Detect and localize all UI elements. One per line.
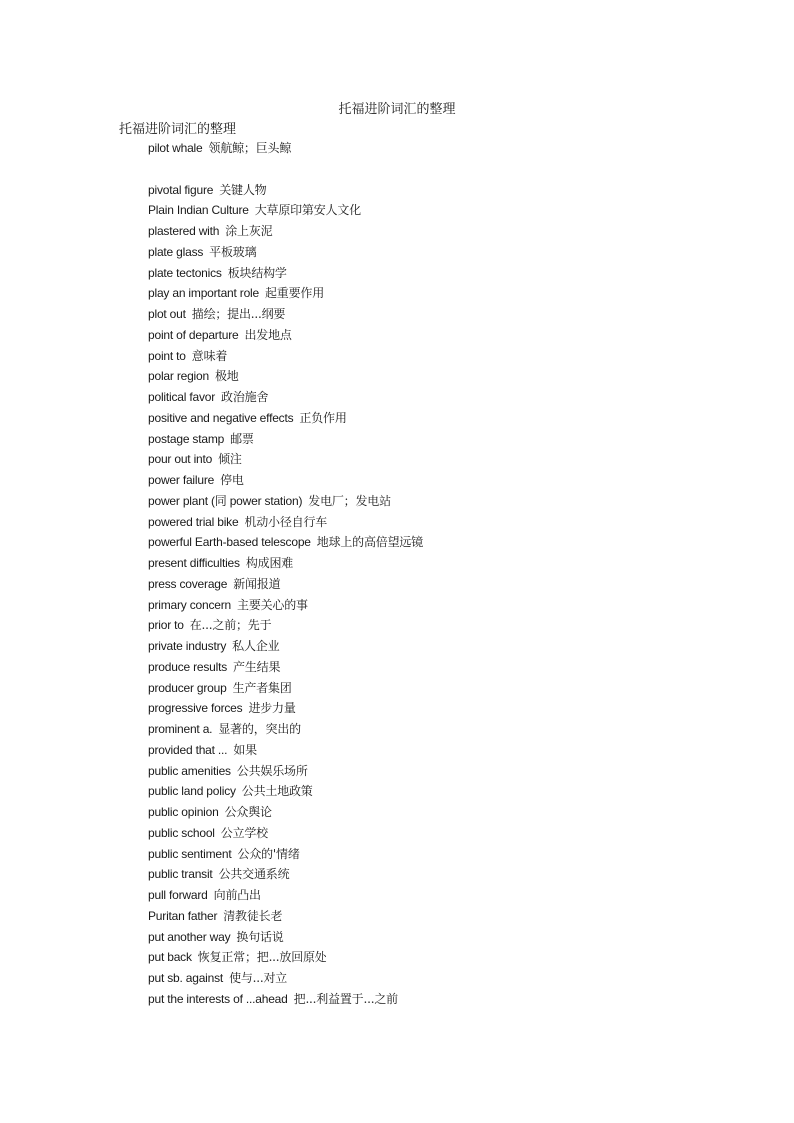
entry-meaning: 换句话说 <box>236 929 284 944</box>
vocabulary-entry <box>148 740 768 761</box>
entry-meaning: 私人企业 <box>232 639 280 653</box>
entry-meaning: 邮票 <box>230 431 254 446</box>
vocabulary-entry <box>148 242 768 263</box>
vocabulary-entry <box>148 429 768 450</box>
entry-term: put back <box>148 950 192 965</box>
entry-term: put sb. against <box>148 971 224 985</box>
entry-term: pull forward <box>148 888 208 902</box>
entry-term: political favor <box>148 390 216 404</box>
vocabulary-entry <box>148 200 768 221</box>
vocabulary-entry <box>148 470 768 491</box>
entry-term: prominent a. <box>148 722 213 736</box>
entry-term: plot out <box>148 307 186 321</box>
entry-term: progressive forces <box>148 701 243 716</box>
vocabulary-entry <box>148 989 768 1010</box>
vocabulary-entry <box>148 802 768 823</box>
entry-term: public school <box>148 825 215 840</box>
entry-term: plastered with <box>148 224 220 238</box>
entry-meaning: 政治施舍 <box>221 390 269 404</box>
entry-meaning: 清教徒长老 <box>223 908 283 923</box>
entry-meaning: 使与...对立 <box>229 971 288 985</box>
vocabulary-entry <box>148 636 768 657</box>
entry-term: provided that ... <box>148 742 228 757</box>
entry-term: public land policy <box>148 784 236 799</box>
entry-meaning: 公众舆论 <box>224 805 272 819</box>
vocabulary-entry <box>148 283 768 304</box>
entry-meaning: 意味着 <box>191 348 228 363</box>
entry-meaning: 机动小径自行车 <box>244 514 328 529</box>
entry-meaning: 显著的，突出的 <box>218 722 301 736</box>
entry-term: primary concern <box>148 597 232 612</box>
entry-meaning: 生产者集团 <box>232 680 292 695</box>
entry-term: point to <box>148 348 186 363</box>
entry-term: point of departure <box>148 327 239 342</box>
entry-meaning: 发电厂；发电站 <box>308 493 391 508</box>
vocabulary-entry <box>148 906 768 927</box>
entry-term: press coverage <box>148 576 228 591</box>
entry-term: pilot whale <box>148 141 203 155</box>
vocabulary-entry <box>148 657 768 678</box>
vocabulary-entry <box>148 325 768 346</box>
entry-meaning: 主要关心的事 <box>237 597 308 612</box>
document-heading: 托福进阶词汇的整理 <box>119 122 237 137</box>
entry-term: producer group <box>148 680 227 695</box>
entry-term: plate glass <box>148 244 204 259</box>
vocabulary-entry <box>148 138 768 159</box>
entry-meaning: 正负作用 <box>299 410 347 425</box>
entry-term: play an important role <box>148 286 259 301</box>
vocabulary-entry <box>148 595 768 616</box>
entry-meaning: 恢复正常；把...放回原处 <box>197 950 327 965</box>
vocabulary-entry <box>148 553 768 574</box>
vocabulary-entry <box>148 864 768 885</box>
entry-meaning: 极地 <box>214 369 239 384</box>
entry-term: public transit <box>148 867 213 882</box>
vocabulary-entry <box>148 263 768 284</box>
entry-meaning: 板块结构学 <box>227 265 287 280</box>
entry-term: public sentiment <box>148 846 232 861</box>
entry-term: positive and negative effects <box>148 410 294 425</box>
vocabulary-entry <box>148 574 768 595</box>
vocabulary-list <box>148 138 768 1010</box>
vocabulary-entry <box>148 698 768 719</box>
vocabulary-entry <box>148 346 768 367</box>
entry-term: private industry <box>148 639 227 653</box>
entry-meaning: 如果 <box>233 742 257 757</box>
vocabulary-entry <box>148 221 768 242</box>
entry-meaning: 向前凸出 <box>213 888 261 902</box>
entry-meaning: 公共土地政策 <box>241 784 313 799</box>
vocabulary-entry <box>148 927 768 948</box>
entry-meaning: 在...之前；先于 <box>189 618 272 633</box>
entry-meaning: 出发地点 <box>244 327 292 342</box>
entry-meaning: 涂上灰泥 <box>225 224 273 238</box>
vocabulary-entry <box>148 449 768 470</box>
entry-meaning: 描绘；提出...纲要 <box>191 307 286 321</box>
vocabulary-entry <box>148 304 768 325</box>
entry-term: polar region <box>148 369 209 384</box>
entry-meaning: 公众的'情绪 <box>237 846 300 861</box>
entry-meaning: 产生结果 <box>233 659 281 674</box>
vocabulary-entry <box>148 719 768 740</box>
entry-term: put the interests of ...ahead <box>148 991 288 1006</box>
entry-term: public amenities <box>148 763 231 778</box>
vocabulary-entry <box>148 947 768 968</box>
entry-meaning: 平板玻璃 <box>209 244 257 259</box>
vocabulary-entry <box>148 408 768 429</box>
vocabulary-entry <box>148 968 768 989</box>
entry-term: power failure <box>148 473 215 487</box>
entry-meaning: 大草原印第安人文化 <box>254 203 361 218</box>
entry-term: pour out into <box>148 452 213 467</box>
entry-meaning: 新闻报道 <box>233 576 281 591</box>
entry-term: powerful Earth-based telescope <box>148 535 311 550</box>
entry-term: plate tectonics <box>148 265 222 280</box>
vocabulary-entry <box>148 761 768 782</box>
entry-term: present difficulties <box>148 556 240 570</box>
vocabulary-entry <box>148 532 768 553</box>
entry-meaning: 停电 <box>220 473 244 487</box>
entry-meaning: 起重要作用 <box>265 286 325 301</box>
vocabulary-entry <box>148 678 768 699</box>
vocabulary-entry <box>148 885 768 906</box>
vocabulary-entry <box>148 387 768 408</box>
entry-meaning: 倾注 <box>218 452 242 467</box>
vocabulary-entry <box>148 615 768 636</box>
entry-meaning: 地球上的高倍望远镜 <box>316 535 423 550</box>
vocabulary-entry <box>148 491 768 512</box>
entry-term: prior to <box>148 618 184 633</box>
entry-term: put another way <box>148 929 231 944</box>
entry-term: power plant (同 power station) <box>148 493 303 508</box>
vocabulary-entry <box>148 366 768 387</box>
entry-meaning: 把...利益置于...之前 <box>293 991 398 1006</box>
entry-term: postage stamp <box>148 431 225 446</box>
entry-term: pivotal figure <box>148 182 214 197</box>
vocabulary-entry <box>148 781 768 802</box>
vocabulary-entry <box>148 180 768 201</box>
entry-meaning: 公共娱乐场所 <box>236 763 308 778</box>
vocabulary-entry <box>148 823 768 844</box>
entry-term: powered trial bike <box>148 514 239 529</box>
entry-term: produce results <box>148 659 228 674</box>
vocabulary-entry <box>148 512 768 533</box>
entry-meaning: 公立学校 <box>220 825 268 840</box>
document-title: 托福进阶词汇的整理 <box>338 102 456 117</box>
vocabulary-entry <box>148 844 768 865</box>
entry-term: Plain Indian Culture <box>148 203 249 218</box>
entry-meaning: 关键人物 <box>219 182 267 197</box>
entry-meaning: 领航鲸；巨头鲸 <box>208 141 292 155</box>
entry-meaning: 构成困难 <box>245 556 294 570</box>
entry-meaning: 进步力量 <box>248 701 296 716</box>
entry-term: Puritan father <box>148 908 218 923</box>
entry-meaning: 公共交通系统 <box>218 867 290 882</box>
entry-term: public opinion <box>148 805 219 819</box>
